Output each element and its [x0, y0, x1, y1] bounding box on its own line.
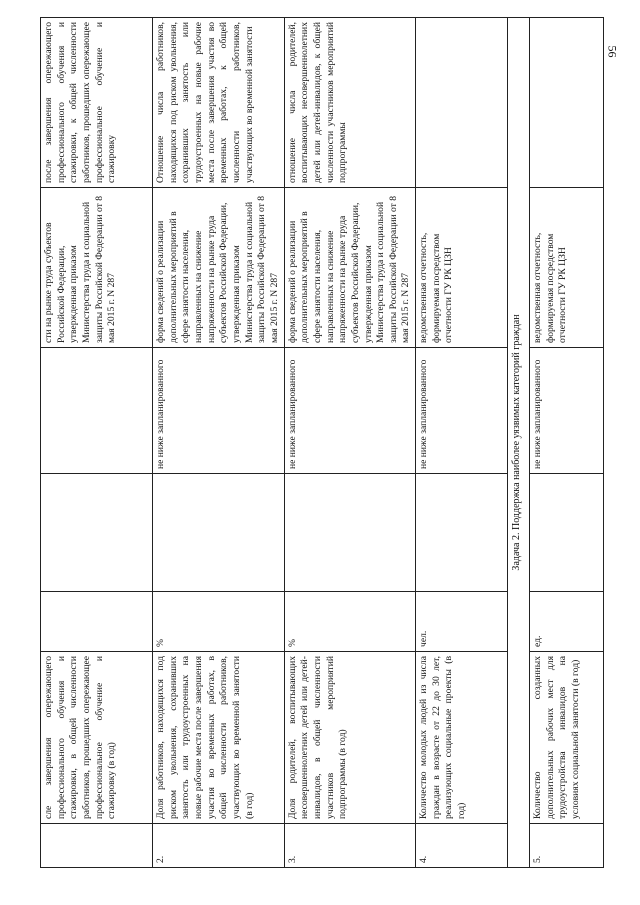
indicators-table: [40, 17, 604, 868]
base-value-cell: [153, 474, 285, 592]
indicator-cell: Доля родителей, воспитывающих несовершеннолетних детей или детей-инвалидов, в общей численности участников мероприятий подпрограммы (в год): [284, 652, 416, 824]
unit-cell: %: [153, 592, 285, 652]
row-number: 5.: [530, 824, 604, 868]
indicator-cell: Доля работников, находящихся под риском увольнения, сохранивших занятость или трудоустроенных на новые рабочие места после завершения участия во временных работах, в общей численности работников, участвующих во временной занятости (в год): [153, 652, 285, 824]
target-cell: не ниже запланированного: [416, 348, 508, 474]
method-cell: отношение числа родителей, воспитывающих несовершеннолетних детей или детей-инвалидов, к общей численности участников мероприятий подпрограммы: [284, 18, 416, 188]
indicator-cell: Количество молодых людей из числа граждан в возрасте от 22 до 30 лет, реализующих социальные проекты (в год): [416, 652, 508, 824]
row-number: 2.: [153, 824, 285, 868]
row-number: [41, 824, 153, 868]
page-number: 56: [605, 45, 620, 58]
unit-cell: ед.: [530, 592, 604, 652]
method-cell: Отношение числа работников, находящихся под риском увольнения, сохранивших занятость или трудоустроенных на новые рабочие места после завершения участия во временных работах, к общей численности работников, участвующих во временной занятости: [153, 18, 285, 188]
base-value-cell: [416, 474, 508, 592]
target-cell: не ниже запланированного: [284, 348, 416, 474]
unit-cell: [41, 592, 153, 652]
indicator-cell: сле завершения опережающего профессионального обучения и стажировки, в общей численности работников, прошедших опережающее профессиональное обучение и стажировку (в год): [41, 652, 153, 824]
source-cell: форма сведений о реализации дополнительных мероприятий в сфере занятости населения, направленных на снижение напряженности на рынке труда субъектов Российской Федерации, утвержденная приказом Министерства труда и социальной защиты Российской Федерации от 8 мая 2015 г. N 287: [153, 188, 285, 348]
target-cell: не ниже запланированного: [530, 348, 604, 474]
base-value-cell: [284, 474, 416, 592]
source-cell: сти на рынке труда субъектов Российской Федерации, утвержденная приказом Министерства труда и социальной защиты Российской Федерации от 8 мая 2015 г. N 287: [41, 188, 153, 348]
source-cell: ведомственная отчетность, формируемая посредством отчетности ГУ РК ЦЗН: [416, 188, 508, 348]
target-cell: [41, 348, 153, 474]
method-cell: [416, 18, 508, 188]
table-row: [530, 18, 604, 868]
unit-cell: %: [284, 592, 416, 652]
row-number: 3.: [284, 824, 416, 868]
source-cell: ведомственная отчетность, формируемая посредством отчетности ГУ РК ЦЗН: [530, 188, 604, 348]
unit-cell: чел.: [416, 592, 508, 652]
rotated-table-wrapper: [40, 18, 600, 868]
task-2-heading: Задача 2. Поддержка наиболее уязвимых категорий граждан: [508, 18, 530, 868]
source-cell: форма сведений о реализации дополнительных мероприятий в сфере занятости населения, направленных на снижение напряженности на рынке труда субъектов Российской Федерации, утвержденная приказом Министерства труда и социальной защиты Российской Федерации от 8 мая 2015 г. N 287: [284, 188, 416, 348]
indicator-cell: Количество созданных дополнительных рабочих мест для трудоустройства инвалидов на условиях социальной занятости (в год): [530, 652, 604, 824]
base-value-cell: [41, 474, 153, 592]
target-cell: не ниже запланированного: [153, 348, 285, 474]
row-number: 4.: [416, 824, 508, 868]
method-cell: после завершения опережающего профессионального обучения и стажировки, к общей численности работников, прошедших опережающее профессиональное обучение и стажировку: [41, 18, 153, 188]
method-cell: [530, 18, 604, 188]
task-header-row: [508, 18, 530, 868]
base-value-cell: [530, 474, 604, 592]
table-row: [416, 18, 508, 868]
table-row: [41, 18, 153, 868]
table-row: [153, 18, 285, 868]
table-row: [284, 18, 416, 868]
